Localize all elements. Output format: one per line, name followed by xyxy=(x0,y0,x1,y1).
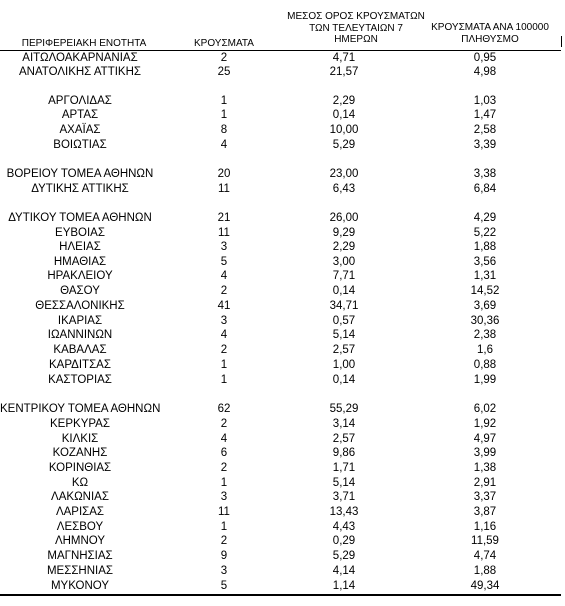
cases-per-100k-value: 11,59 xyxy=(471,535,499,547)
cases-value: 11 xyxy=(218,506,230,518)
cases-per-100k-value: 2,58 xyxy=(473,124,497,136)
seven-day-average-value: 4,14 xyxy=(332,565,356,577)
header-underline xyxy=(0,50,561,51)
cases-value: 2 xyxy=(220,285,228,297)
header-avg-line-3: ΗΜΕΡΩΝ xyxy=(334,34,378,45)
region-name: ΚΑΣΤΟΡΙΑΣ xyxy=(48,374,112,386)
cases-value: 25 xyxy=(217,66,231,78)
region-name: ΑΡΤΑΣ xyxy=(61,109,99,121)
region-name: ΙΚΑΡΙΑΣ xyxy=(57,315,103,327)
cases-per-100k-value: 0,95 xyxy=(473,52,497,64)
seven-day-average-value: 55,29 xyxy=(329,403,359,415)
region-name: ΜΥΚΟΝΟΥ xyxy=(50,580,110,592)
seven-day-average-value: 1,00 xyxy=(332,359,356,371)
cases-per-100k-value: 1,92 xyxy=(473,418,497,430)
region-name: ΚΟΡΙΝΘΙΑΣ xyxy=(48,462,112,474)
cases-per-100k-value: 6,84 xyxy=(473,183,497,195)
seven-day-average-value: 6,43 xyxy=(332,183,356,195)
cases-value: 9 xyxy=(220,550,228,562)
cases-per-100k-value: 3,38 xyxy=(473,168,497,180)
seven-day-average-value: 0,14 xyxy=(332,109,356,121)
cases-value: 2 xyxy=(220,52,228,64)
region-name: ΑΡΓΟΛΙΔΑΣ xyxy=(48,95,112,107)
region-name: ΚΙΛΚΙΣ xyxy=(61,433,99,445)
cases-per-100k-value: 2,38 xyxy=(473,329,497,341)
region-name: ΗΡΑΚΛΕΙΟΥ xyxy=(47,270,113,282)
cases-per-100k-value: 3,87 xyxy=(473,506,497,518)
header-per-line-2: ΠΛΗΘΥΣΜΟ xyxy=(461,33,519,45)
cases-value: 2 xyxy=(220,418,228,430)
cases-per-100k-value: 5,22 xyxy=(473,227,497,239)
cases-per-100k-value: 3,69 xyxy=(473,300,497,312)
seven-day-average-value: 5,29 xyxy=(332,550,356,562)
cases-value: 5 xyxy=(220,256,228,268)
cases-value: 4 xyxy=(220,329,228,341)
header-seven-day-average xyxy=(280,11,432,46)
region-name: ΛΑΚΩΝΙΑΣ xyxy=(51,491,109,503)
seven-day-average-value: 1,14 xyxy=(332,580,356,592)
cases-value: 1 xyxy=(220,109,228,121)
cases-value: 11 xyxy=(218,183,230,195)
cases-value: 3 xyxy=(220,565,228,577)
cases-value: 62 xyxy=(217,403,231,415)
cases-value: 2 xyxy=(220,462,228,474)
seven-day-average-value: 7,71 xyxy=(332,270,356,282)
seven-day-average-value: 3,00 xyxy=(332,256,356,268)
region-name: ΗΛΕΙΑΣ xyxy=(59,241,101,253)
cases-per-100k-value: 4,98 xyxy=(473,66,497,78)
region-name: ΑΧΑΪΑΣ xyxy=(59,124,101,136)
region-name: ΜΑΓΝΗΣΙΑΣ xyxy=(47,550,113,562)
seven-day-average-value: 3,14 xyxy=(332,418,356,430)
seven-day-average-value: 4,43 xyxy=(332,521,356,533)
seven-day-average-value: 0,14 xyxy=(332,374,356,386)
cases-per-100k-value: 1,6 xyxy=(477,344,493,356)
seven-day-average-value: 3,71 xyxy=(332,491,356,503)
region-name: ΕΥΒΟΙΑΣ xyxy=(55,227,105,239)
region-name: ΒΟΡΕΙΟΥ ΤΟΜΕΑ ΑΘΗΝΩΝ xyxy=(6,168,154,180)
region-name: ΚΕΝΤΡΙΚΟΥ ΤΟΜΕΑ ΑΘΗΝΩΝ xyxy=(0,403,161,415)
region-name: ΚΑΡΔΙΤΣΑΣ xyxy=(49,359,111,371)
cases-per-100k-value: 0,88 xyxy=(473,359,497,371)
seven-day-average-value: 1,71 xyxy=(332,462,356,474)
region-name: ΘΕΣΣΑΛΟΝΙΚΗΣ xyxy=(35,300,125,312)
cases-value: 4 xyxy=(220,433,228,445)
cases-value: 1 xyxy=(220,521,228,533)
seven-day-average-value: 21,57 xyxy=(329,66,359,78)
seven-day-average-value: 5,14 xyxy=(332,329,356,341)
cases-per-100k-value: 1,99 xyxy=(473,374,497,386)
cases-value: 3 xyxy=(220,491,228,503)
cases-per-100k-value: 1,38 xyxy=(473,462,497,474)
cases-per-100k-value: 6,02 xyxy=(473,403,497,415)
seven-day-average-value: 2,29 xyxy=(332,241,356,253)
seven-day-average-value: 2,57 xyxy=(332,344,356,356)
seven-day-average-value: 0,14 xyxy=(332,285,356,297)
cases-value: 1 xyxy=(220,477,228,489)
cases-per-100k-value: 3,56 xyxy=(473,256,497,268)
cases-value: 41 xyxy=(217,300,231,312)
cases-value: 6 xyxy=(220,447,228,459)
cases-value: 2 xyxy=(220,344,228,356)
region-name: ΚΑΒΑΛΑΣ xyxy=(53,344,107,356)
cases-value: 2 xyxy=(220,535,228,547)
region-name: ΔΥΤΙΚΟΥ ΤΟΜΕΑ ΑΘΗΝΩΝ xyxy=(8,212,152,224)
region-name: ΚΟΖΑΝΗΣ xyxy=(52,447,108,459)
region-name: ΚΕΡΚΥΡΑΣ xyxy=(50,418,110,430)
seven-day-average-value: 4,71 xyxy=(332,52,356,64)
column-edge-mark xyxy=(561,36,562,47)
cases-per-100k-value: 2,91 xyxy=(473,477,497,489)
seven-day-average-value: 26,00 xyxy=(329,212,359,224)
seven-day-average-value: 2,57 xyxy=(332,433,356,445)
header-per-line-1: ΚΡΟΥΣΜΑΤΑ ΑΝΑ 100000 xyxy=(431,22,549,33)
cases-value: 1 xyxy=(220,374,228,386)
seven-day-average-value: 9,29 xyxy=(332,227,356,239)
region-name: ΛΑΡΙΣΑΣ xyxy=(55,506,105,518)
region-name: ΚΩ xyxy=(71,477,89,489)
cases-per-100k-value: 4,74 xyxy=(473,550,497,562)
cases-per-100k-value: 1,88 xyxy=(473,565,497,577)
cases-per-100k-value: 3,39 xyxy=(473,139,497,151)
region-name: ΒΟΙΩΤΙΑΣ xyxy=(53,139,107,151)
table-bottom-border xyxy=(0,594,561,596)
cases-per-100k-value: 1,31 xyxy=(473,270,497,282)
header-avg-line-2: ΤΩΝ ΤΕΛΕΥΤΑΙΩΝ 7 xyxy=(309,22,403,34)
cases-per-100k-value: 1,47 xyxy=(473,109,497,121)
header-cases: ΚΡΟΥΣΜΑΤΑ xyxy=(194,38,254,49)
header-cases-per-100k xyxy=(420,22,560,45)
region-name: ΘΑΣΟΥ xyxy=(60,285,100,297)
cases-value: 1 xyxy=(220,95,228,107)
cases-per-100k-value: 3,37 xyxy=(473,491,497,503)
cases-value: 3 xyxy=(220,315,228,327)
cases-per-100k-value: 3,99 xyxy=(473,447,497,459)
seven-day-average-value: 34,71 xyxy=(329,300,359,312)
cases-per-100k-value: 1,16 xyxy=(473,521,497,533)
cases-value: 20 xyxy=(217,168,231,180)
cases-per-100k-value: 1,88 xyxy=(473,241,497,253)
cases-value: 3 xyxy=(220,241,228,253)
cases-value: 21 xyxy=(217,212,231,224)
cases-value: 4 xyxy=(220,139,228,151)
seven-day-average-value: 0,29 xyxy=(332,535,356,547)
region-name: ΗΜΑΘΙΑΣ xyxy=(53,256,107,268)
seven-day-average-value: 23,00 xyxy=(329,168,359,180)
cases-per-100k-value: 30,36 xyxy=(470,315,500,327)
cases-value: 8 xyxy=(220,124,228,136)
seven-day-average-value: 0,57 xyxy=(332,315,356,327)
region-name: ΑΝΑΤΟΛΙΚΗΣ ΑΤΤΙΚΗΣ xyxy=(18,66,141,78)
region-name: ΜΕΣΣΗΝΙΑΣ xyxy=(46,565,114,577)
region-name: ΙΩΑΝΝΙΝΩΝ xyxy=(47,329,113,341)
cases-value: 11 xyxy=(218,227,230,239)
cases-value: 4 xyxy=(220,270,228,282)
region-name: ΛΗΜΝΟΥ xyxy=(54,535,106,547)
cases-value: 5 xyxy=(220,580,228,592)
seven-day-average-value: 10,00 xyxy=(329,124,359,136)
cases-per-100k-value: 14,52 xyxy=(470,285,500,297)
cases-per-100k-value: 4,97 xyxy=(473,433,497,445)
seven-day-average-value: 5,29 xyxy=(332,139,356,151)
region-name: ΑΙΤΩΛΟΑΚΑΡΝΑΝΙΑΣ xyxy=(22,52,138,64)
seven-day-average-value: 5,14 xyxy=(332,477,356,489)
seven-day-average-value: 2,29 xyxy=(332,95,356,107)
seven-day-average-value: 13,43 xyxy=(329,506,359,518)
header-region: ΠΕΡΙΦΕΡΕΙΑΚΗ ΕΝΟΤΗΤΑ xyxy=(21,38,147,49)
region-name: ΔΥΤΙΚΗΣ ΑΤΤΙΚΗΣ xyxy=(31,183,129,195)
region-name: ΛΕΣΒΟΥ xyxy=(56,521,104,533)
cases-per-100k-value: 49,34 xyxy=(470,580,500,592)
cases-per-100k-value: 4,29 xyxy=(473,212,497,224)
seven-day-average-value: 9,86 xyxy=(332,447,356,459)
header-avg-line-1: ΜΕΣΟΣ ΟΡΟΣ ΚΡΟΥΣΜΑΤΩΝ xyxy=(287,11,425,22)
cases-value: 1 xyxy=(220,359,228,371)
cases-per-100k-value: 1,03 xyxy=(473,95,497,107)
